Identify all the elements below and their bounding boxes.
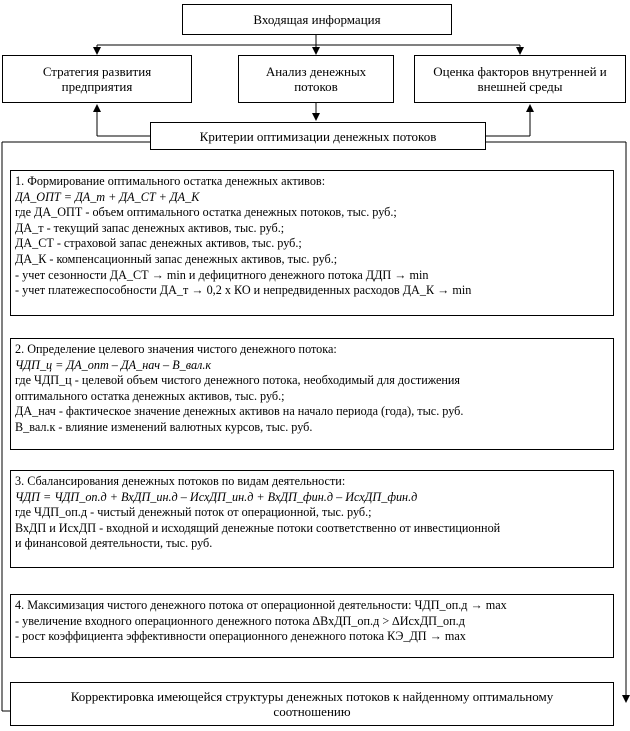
factors-box (414, 55, 626, 103)
section-4-title: 4. Максимизация чистого денежного потока от операционной деятельности: ЧДП_оп.д → max (15, 598, 507, 612)
section-3-title: 3. Сбалансирования денежных потоков по видам деятельности: (15, 474, 346, 488)
section-3-box (10, 470, 614, 568)
section-4-box (10, 594, 614, 658)
section-4-line-1: - увеличение входного операционного денежного потока ∆ВхДП_оп.д > ∆ИсхДП_оп.д (15, 613, 465, 628)
section-1-box (10, 170, 614, 316)
section-1-line-3: ДА_СТ - страховой запас денежных активов, тыс. руб.; (15, 236, 302, 251)
factors-line-1: Оценка факторов внутренней и (433, 64, 607, 79)
incoming-info-box (182, 4, 452, 35)
section-2-line-2: оптимального остатка денежных активов, тыс. руб.; (15, 388, 285, 403)
section-1-line-2: ДА_т - текущий запас денежных активов, тыс. руб.; (15, 220, 285, 235)
section-3-formula: ЧДП = ЧДП_оп.д + ВхДП_ин.д – ИсхДП_ин.д + ВхДП_фин.д – ИсхДП_фин.д (15, 489, 418, 504)
section-1-formula: ДА_ОПТ = ДА_т + ДА_СТ + ДА_К (15, 189, 200, 204)
section-2-formula: ЧДП_ц = ДА_опт – ДА_нач – В_вал.к (15, 357, 212, 372)
adjustment-line-1: Корректировка имеющейся структуры денежных потоков к найденному оптимальному (70, 689, 554, 704)
strategy-box (2, 55, 192, 103)
section-2-line-3: ДА_нач - фактическое значение денежных активов на начало периода (года), тыс. руб. (15, 404, 464, 419)
section-2-title: 2. Определение целевого значения чистого денежного потока: (15, 342, 337, 356)
analysis-line-1: Анализ денежных (265, 64, 367, 79)
analysis-line-2: потоков (294, 79, 338, 94)
section-1-line-5: - учет сезонности ДА_СТ → min и дефицитного денежного потока ДДП → min (15, 267, 429, 282)
section-1-line-1: где ДА_ОПТ - объем оптимального остатка денежных потоков, тыс. руб.; (15, 205, 397, 220)
section-3-line-1: где ЧДП_оп.д - чистый денежный поток от операционной, тыс. руб.; (15, 505, 372, 520)
section-2-line-1: где ЧДП_ц - целевой объем чистого денежного потока, необходимый для достижения (15, 373, 461, 388)
section-1-line-4: ДА_К - компенсационный запас денежных активов, тыс. руб.; (15, 251, 338, 266)
criteria-label: Критерии оптимизации денежных потоков (199, 128, 437, 144)
section-1-line-6: - учет платежеспособности ДА_т → 0,2 х КО и непредвиденных расходов ДА_К → min (15, 283, 472, 298)
factors-line-2: внешней среды (477, 79, 563, 94)
section-2-box (10, 338, 614, 450)
section-2-line-4: В_вал.к - влияние изменений валютных курсов, тыс. руб. (15, 419, 313, 434)
analysis-box (238, 55, 394, 103)
strategy-line-1: Стратегия развития (42, 64, 152, 79)
section-4-line-2: - рост коэффициента эффективности операционного денежного потока КЭ_ДП → max (15, 629, 466, 644)
incoming-info-label: Входящая информация (253, 12, 381, 27)
section-1-title: 1. Формирование оптимального остатка денежных активов: (15, 174, 326, 188)
criteria-box (150, 122, 486, 150)
adjustment-line-2: соотношению (273, 704, 351, 719)
section-3-line-3: и финансовой деятельности, тыс. руб. (15, 536, 213, 551)
adjustment-box (10, 682, 614, 726)
top-connector (97, 34, 520, 54)
strategy-line-2: предприятия (61, 79, 133, 94)
section-3-line-2: ВхДП и ИсхДП - входной и исходящий денежные потоки соответственно от инвестиционной (15, 520, 501, 535)
